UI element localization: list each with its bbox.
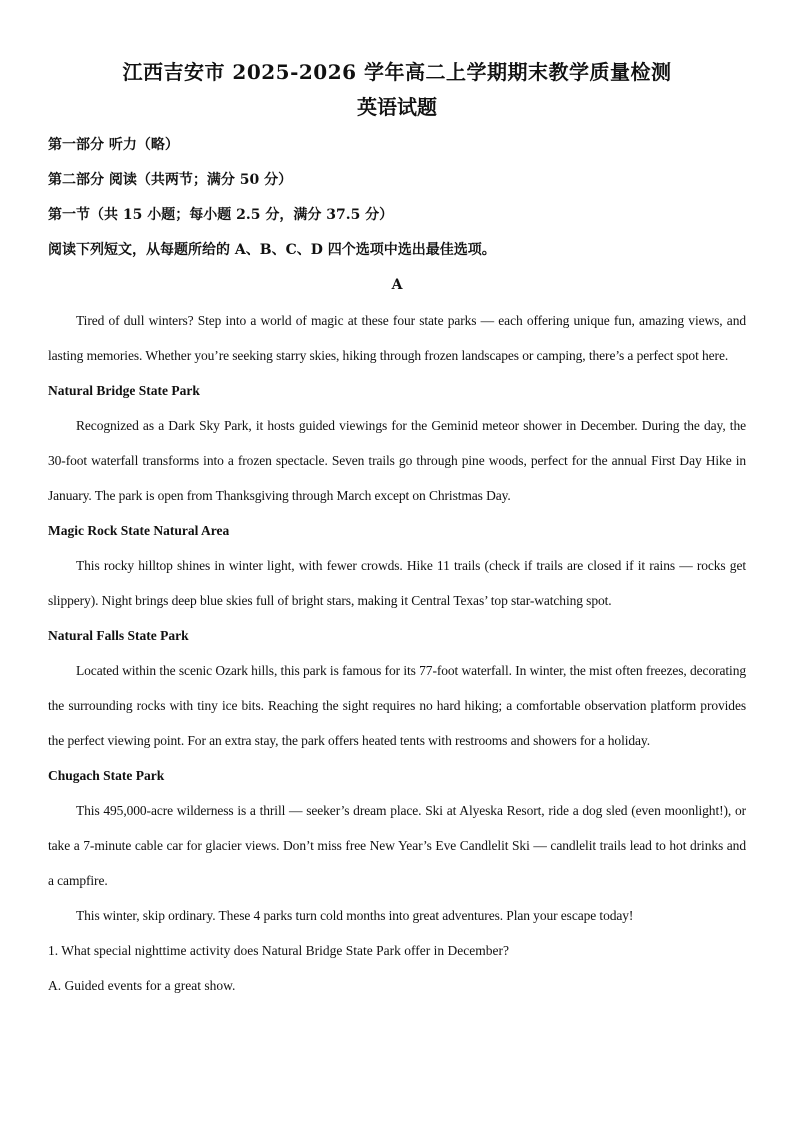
passage-label: A	[391, 277, 403, 293]
passage-closing: This winter, skip ordinary. These 4 parks turn cold months into great adventures. Plan your escape today!	[76, 908, 634, 923]
park-name: Natural Bridge State Park	[48, 383, 200, 398]
park-description: Recognized as a Dark Sky Park, it hosts guided viewings for the Geminid meteor shower in December. During the day, the 30-foot waterfall transforms into a frozen spectacle. Seven trails go through pine woods, perfect for the annual First Day Hike in January. The park is open from Thanksgiving through March except on Christmas Day.	[48, 418, 746, 503]
section1-heading: 第一节（共 15 小题；每小题 2.5 分，满分 37.5 分）	[48, 207, 394, 223]
park-name: Magic Rock State Natural Area	[48, 523, 230, 538]
directions: 阅读下列短文，从每题所给的 A、B、C、D 四个选项中选出最佳选项。	[48, 242, 496, 258]
part1-heading: 第一部分 听力（略）	[48, 137, 179, 153]
park-description: Located within the scenic Ozark hills, this park is famous for its 77-foot waterfall. In winter, the mist often freezes, decorating the surrounding rocks with tiny ice bits. Reaching the sight requires no hard hiking; a comfortable observation platform provides the perfect viewing point. For an extra stay, the park offers heated tents with restrooms and showers for a holiday.	[48, 663, 746, 748]
question-stem: 1. What special nighttime activity does Natural Bridge State Park offer in December?	[48, 943, 509, 958]
exam-subtitle: 英语试题	[357, 95, 437, 119]
question-option-a: A. Guided events for a great show.	[48, 978, 236, 993]
park-description: This rocky hilltop shines in winter light, with fewer crowds. Hike 11 trails (check if trails are closed if it rains — rocks get slippery). Night brings deep blue skies full of bright stars, making it Central Texas’ top star-watching spot.	[48, 558, 746, 608]
park-name: Chugach State Park	[48, 768, 165, 783]
exam-title: 江西吉安市 2025-2026 学年高二上学期期末教学质量检测	[122, 60, 672, 84]
park-name: Natural Falls State Park	[48, 628, 189, 643]
passage-intro: Tired of dull winters? Step into a world of magic at these four state parks — each offering unique fun, amazing views, and lasting memories. Whether you’re seeking starry skies, hiking through frozen landscapes or camping, there’s a perfect spot here.	[48, 313, 746, 363]
park-description: This 495,000-acre wilderness is a thrill — seeker’s dream place. Ski at Alyeska Resort, ride a dog sled (even moonlight!), or take a 7-minute cable car for glacier views. Don’t miss free New Year’s Eve Candlelit Ski — candlelit trails lead to hot drinks and a campfire.	[48, 803, 746, 888]
part2-heading: 第二部分 阅读（共两节；满分 50 分）	[48, 172, 293, 188]
